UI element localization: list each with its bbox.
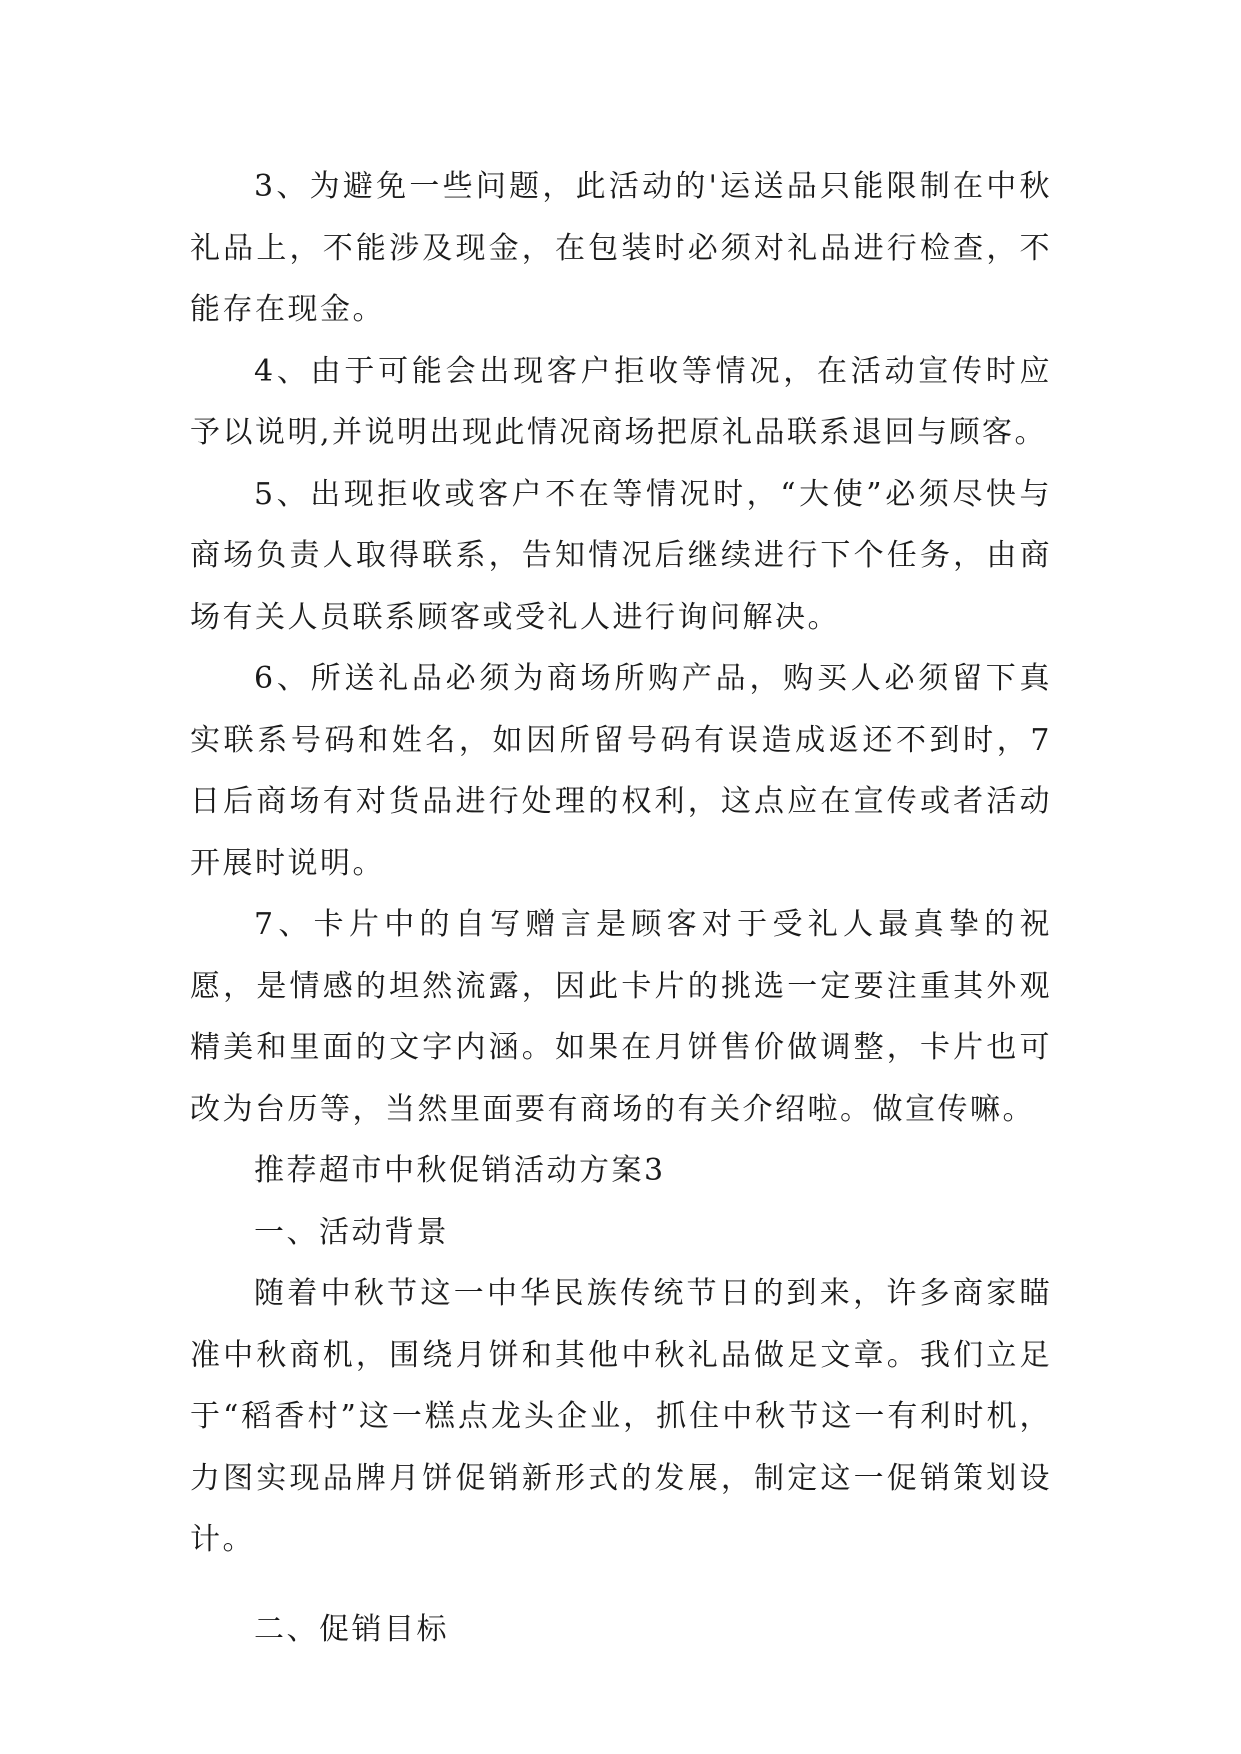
paragraph-item-7: 7、卡片中的自写赠言是顾客对于受礼人最真挚的祝愿，是情感的坦然流露，因此卡片的挑选一定要注重其外观精美和里面的文字内涵。如果在月饼售价做调整，卡片也可改为台历等，当然里面要有商场的有关介绍啦。做宣传嘛。	[190, 907, 1052, 1127]
section-title: 推荐超市中秋促销活动方案3	[254, 1153, 666, 1188]
paragraph-item-6: 6、所送礼品必须为商场所购产品，购买人必须留下真实联系号码和姓名，如因所留号码有误造成返还不到时，7日后商场有对货品进行处理的权利，这点应在宣传或者活动开展时说明。	[190, 661, 1052, 881]
paragraph-item-5: 5、出现拒收或客户不在等情况时，“大使”必须尽快与商场负责人取得联系，告知情况后继续进行下个任务，由商场有关人员联系顾客或受礼人进行询问解决。	[190, 476, 1052, 635]
paragraph-item-4: 4、由于可能会出现客户拒收等情况，在活动宣传时应予以说明,并说明出现此情况商场把原礼品联系退回与顾客。	[190, 353, 1052, 450]
heading-activity-background: 一、活动背景	[254, 1214, 449, 1250]
heading-promotion-goal: 二、促销目标	[254, 1611, 449, 1647]
paragraph-background: 随着中秋节这一中华民族传统节日的到来，许多商家瞄准中秋商机，围绕月饼和其他中秋礼品做足文章。我们立足于“稻香村”这一糕点龙头企业，抓住中秋节这一有利时机，力图实现品牌月饼促销新形式的发展，制定这一促销策划设计。	[190, 1276, 1052, 1557]
paragraph-item-3: 3、为避免一些问题，此活动的'运送品只能限制在中秋礼品上，不能涉及现金，在包装时必须对礼品进行检查，不能存在现金。	[190, 169, 1052, 327]
document-body	[190, 156, 1052, 1660]
